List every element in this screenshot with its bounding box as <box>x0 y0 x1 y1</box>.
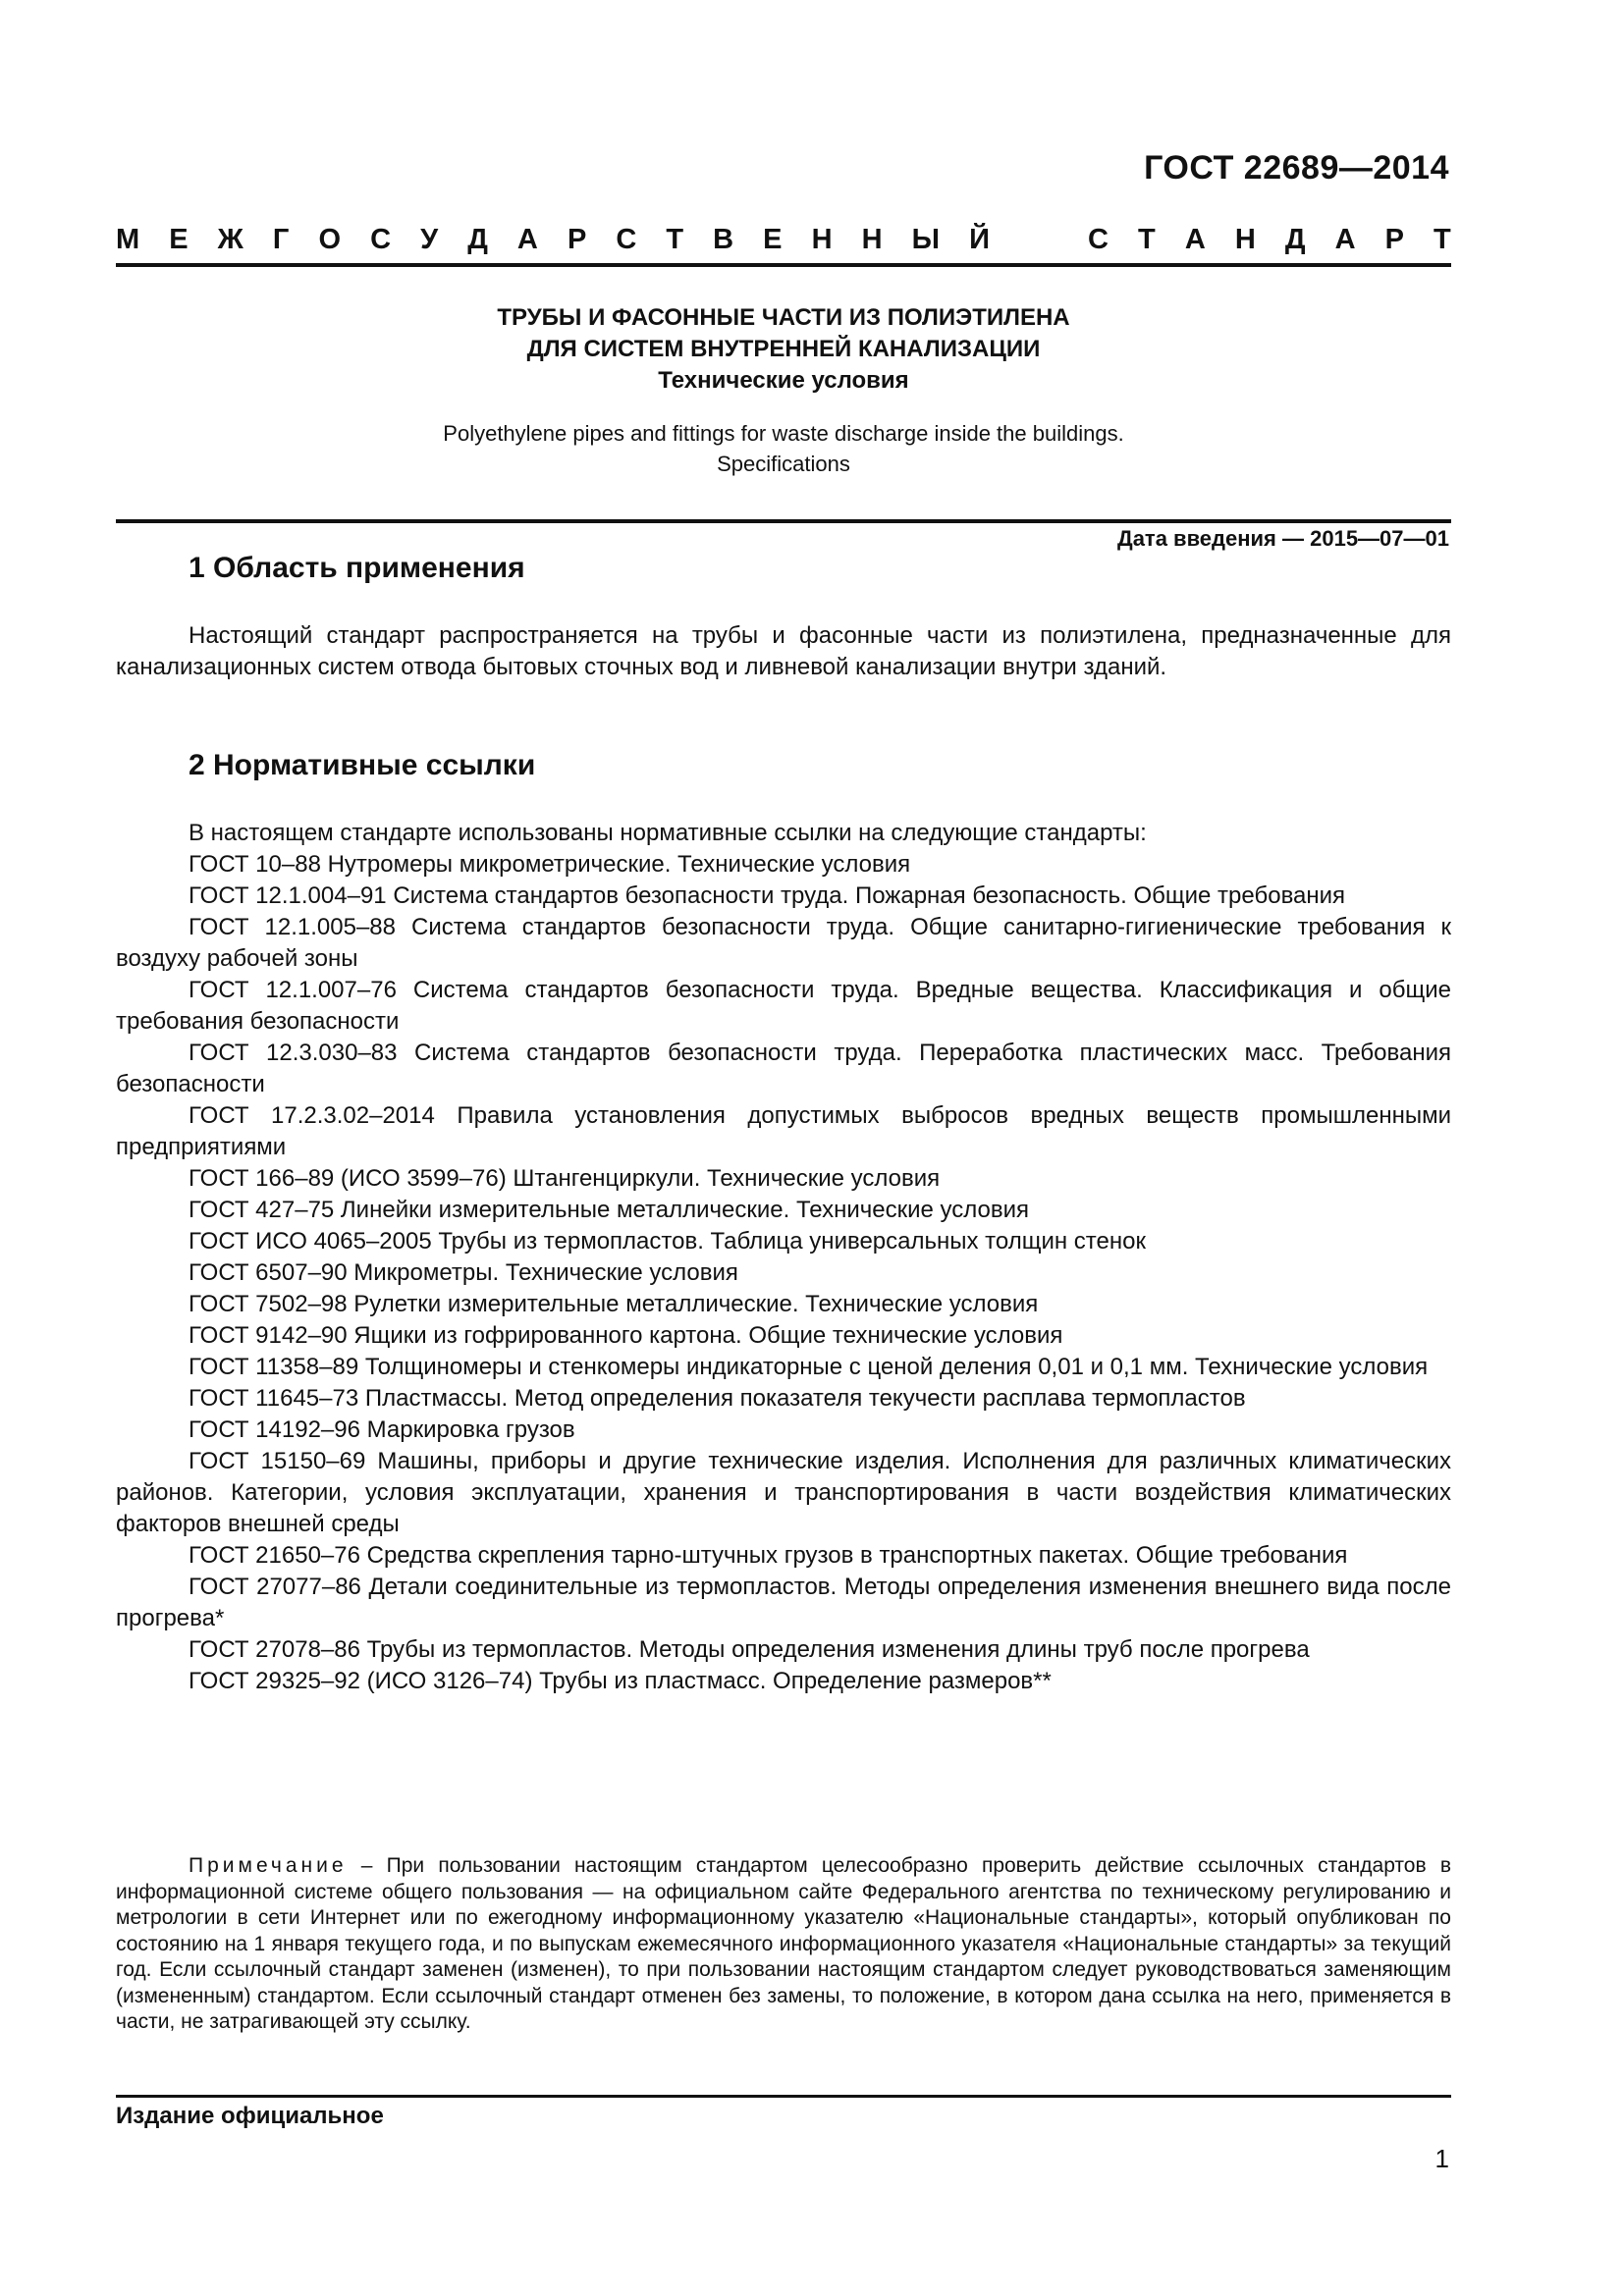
reference-item: ГОСТ 17.2.3.02–2014 Правила установления допустимых выбросов вредных веществ промышленными предприятиями <box>116 1102 1451 1160</box>
reference-item: ГОСТ 15150–69 Машины, приборы и другие технические изделия. Исполнения для различных климатических районов. Категории, условия эксплуатации, хранения и транспортирования в части воздействия климатических факторов внешней среды <box>116 1448 1451 1537</box>
banner-letter: Д <box>1284 224 1306 255</box>
section-2-heading: 2 Нормативные ссылки <box>189 749 536 781</box>
english-title-line-1: Polyethylene pipes and fittings for waste discharge inside the buildings. <box>443 421 1124 446</box>
banner-letter: В <box>713 224 734 255</box>
reference-item: ГОСТ 7502–98 Рулетки измерительные металлические. Технические условия <box>189 1291 1039 1317</box>
title-line-1: ТРУБЫ И ФАСОННЫЕ ЧАСТИ ИЗ ПОЛИЭТИЛЕНА <box>497 304 1070 331</box>
banner-letter: Р <box>567 224 587 255</box>
note-paragraph <box>116 1853 1451 2036</box>
reference-item: ГОСТ 6507–90 Микрометры. Технические условия <box>189 1259 738 1286</box>
banner-letter: О <box>318 224 341 255</box>
normative-references-list <box>116 818 1451 1697</box>
reference-item: ГОСТ 10–88 Нутромеры микрометрические. Технические условия <box>189 851 911 878</box>
banner-letter: С <box>370 224 392 255</box>
reference-item: ГОСТ 29325–92 (ИСО 3126–74) Трубы из пластмасс. Определение размеров** <box>189 1668 1052 1694</box>
standard-number: ГОСТ 22689—2014 <box>1144 149 1449 187</box>
banner-letter: Н <box>811 224 833 255</box>
banner-letter: Р <box>1384 224 1404 255</box>
banner-letter: Ж <box>217 224 243 255</box>
reference-item: ГОСТ 12.3.030–83 Система стандартов безопасности труда. Переработка пластических масс. Требования безопасности <box>116 1040 1451 1097</box>
page-number: 1 <box>1434 2144 1449 2173</box>
banner-letter: А <box>1334 224 1356 255</box>
note-label: Примечание <box>189 1854 348 1877</box>
english-title <box>116 418 1451 479</box>
reference-item: ГОСТ 27078–86 Трубы из термопластов. Методы определения изменения длины труб после прогрева <box>189 1636 1310 1663</box>
official-edition-label: Издание официальное <box>116 2103 384 2129</box>
banner-letter: Й <box>969 224 990 255</box>
banner-letter: Ы <box>911 224 940 255</box>
top-divider <box>116 263 1451 267</box>
reference-item: ГОСТ 11358–89 Толщиномеры и стенкомеры индикаторные с ценой деления 0,01 и 0,1 мм. Технические условия <box>189 1354 1429 1380</box>
introduction-date: Дата введения — 2015—07—01 <box>1117 526 1449 551</box>
banner-letter: Н <box>861 224 883 255</box>
banner-word-gap <box>1019 224 1058 256</box>
reference-item: ГОСТ 427–75 Линейки измерительные металлические. Технические условия <box>189 1197 1030 1223</box>
banner-letter: Т <box>1138 224 1156 255</box>
reference-item: ГОСТ 27077–86 Детали соединительные из термопластов. Методы определения изменения внешнего вида после прогрева* <box>116 1574 1451 1631</box>
banner-letter: М <box>116 224 140 255</box>
section-1-heading: 1 Область применения <box>189 552 525 584</box>
banner-letter: С <box>616 224 637 255</box>
title-subtitle: Технические условия <box>658 367 909 394</box>
reference-item: ГОСТ 12.1.007–76 Система стандартов безопасности труда. Вредные вещества. Классификация и общие требования безопасности <box>116 977 1451 1035</box>
note-text: – При пользовании настоящим стандартом целесообразно проверить действие ссылочных стандартов в информационной системе общего пользования — на официальном сайте Федерального агентства по техническому регулированию и метрологии в сети Интернет или по ежегодному информационному указателю «Национальные стандарты», который опубликован по состоянию на 1 января текущего года, и по выпускам ежемесячного информационного указателя «Национальные стандарты» за текущий год. Если ссылочный стандарт заменен (изменен), то при пользовании настоящим стандартом следует руководствоваться заменяющим (измененным) стандартом. Если ссылочный стандарт отменен без замены, то положение, в котором дана ссылка на него, применяется в части, не затрагивающей эту ссылку. <box>116 1854 1451 2033</box>
interstate-standard-banner <box>116 224 1451 256</box>
english-title-line-2: Specifications <box>717 452 850 476</box>
banner-letter: А <box>516 224 538 255</box>
banner-letter: А <box>1184 224 1206 255</box>
banner-letter: У <box>420 224 439 255</box>
document-title-block <box>116 302 1451 479</box>
reference-item: ГОСТ ИСО 4065–2005 Трубы из термопластов. Таблица универсальных толщин стенок <box>189 1228 1146 1255</box>
footer-divider <box>116 2095 1451 2098</box>
reference-item: ГОСТ 21650–76 Средства скрепления тарно-штучных грузов в транспортных пакетах. Общие требования <box>189 1542 1348 1569</box>
reference-item: ГОСТ 11645–73 Пластмассы. Метод определения показателя текучести расплава термопластов <box>189 1385 1246 1412</box>
banner-letter: Д <box>467 224 488 255</box>
reference-item: ГОСТ 9142–90 Ящики из гофрированного картона. Общие технические условия <box>189 1322 1063 1349</box>
title-line-2: ДЛЯ СИСТЕМ ВНУТРЕННЕЙ КАНАЛИЗАЦИИ <box>526 336 1041 362</box>
banner-letter: Е <box>763 224 783 255</box>
reference-item: ГОСТ 14192–96 Маркировка грузов <box>189 1416 575 1443</box>
title-divider <box>116 519 1451 523</box>
reference-item: ГОСТ 166–89 (ИСО 3599–76) Штангенциркули. Технические условия <box>189 1165 941 1192</box>
references-intro: В настоящем стандарте использованы нормативные ссылки на следующие стандарты: <box>189 820 1147 846</box>
reference-item: ГОСТ 12.1.005–88 Система стандартов безопасности труда. Общие санитарно-гигиенические требования к воздуху рабочей зоны <box>116 914 1451 972</box>
reference-item: ГОСТ 12.1.004–91 Система стандартов безопасности труда. Пожарная безопасность. Общие требования <box>189 882 1346 909</box>
banner-letter: Е <box>169 224 189 255</box>
banner-letter: Т <box>666 224 684 255</box>
banner-letter: Т <box>1434 224 1451 255</box>
banner-letter: Н <box>1234 224 1256 255</box>
section-1-body <box>116 620 1451 683</box>
banner-letter: Г <box>272 224 290 255</box>
banner-letter: С <box>1088 224 1109 255</box>
paragraph: Настоящий стандарт распространяется на трубы и фасонные части из полиэтилена, предназначенные для канализационных систем отвода бытовых сточных вод и ливневой канализации внутри зданий. <box>116 622 1451 680</box>
